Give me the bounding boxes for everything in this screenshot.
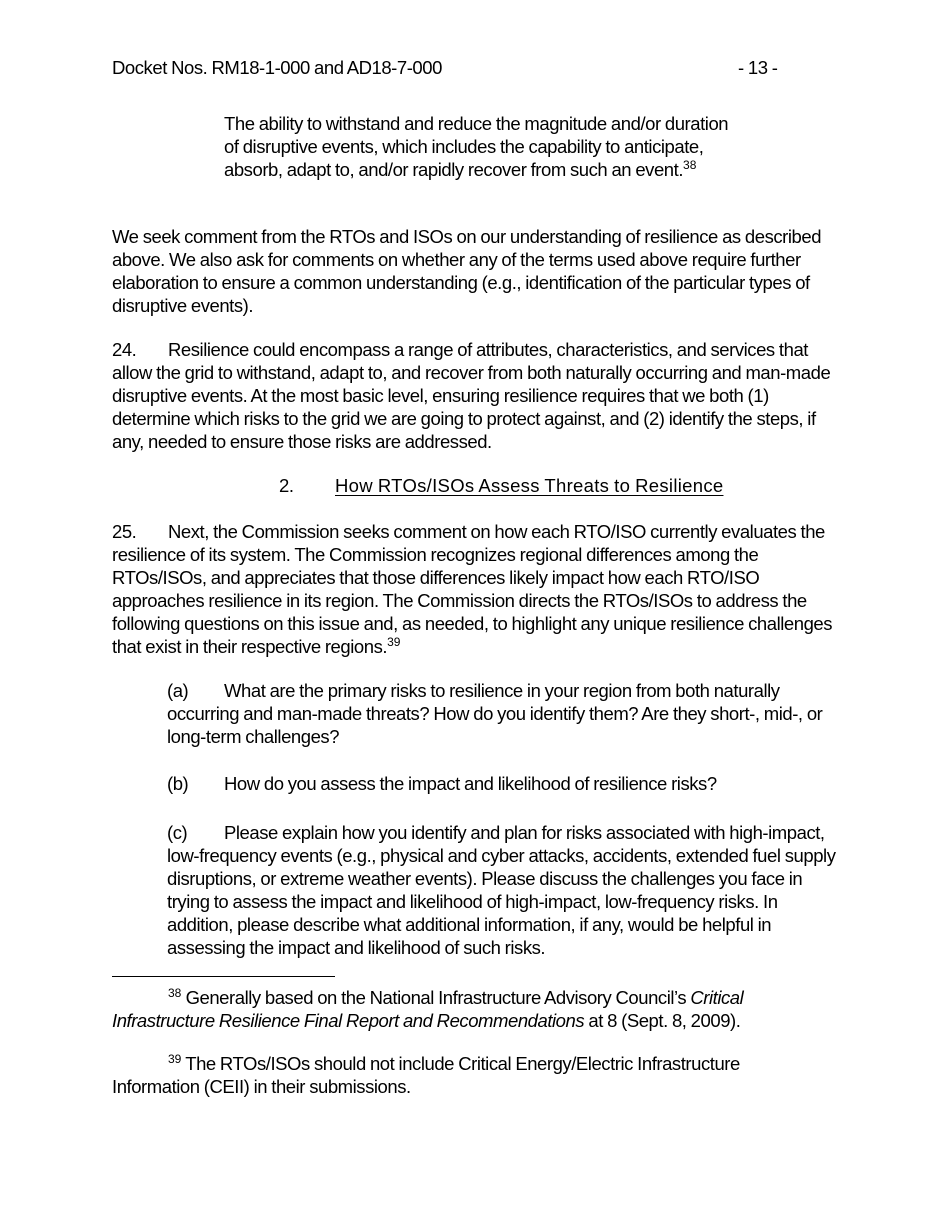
paragraph-25 xyxy=(112,520,842,658)
footnote-text-after: at 8 (Sept. 8, 2009). xyxy=(584,1010,741,1031)
question-a xyxy=(167,679,837,748)
block-quote xyxy=(224,112,734,181)
footnote-number: 38 xyxy=(168,986,182,1000)
footnote-text: The RTOs/ISOs should not include Critical Energy/Electric Infrastructure Information (CEII) in their submissions. xyxy=(112,1053,740,1097)
question-b xyxy=(167,772,837,795)
paragraph-text: Resilience could encompass a range of attributes, characteristics, and services that allow the grid to withstand, adapt to, and recover from both naturally occurring and man-made disruptive events. At the most basic level, ensuring resilience requires that we both (1) determine which risks to the grid we are going to protect against, and (2) identify the steps, if any, needed to ensure those risks are addressed. xyxy=(112,339,831,452)
paragraph-text: Next, the Commission seeks comment on how each RTO/ISO currently evaluates the resilience of its system. The Commission recognizes regional differences among the RTOs/ISOs, and appreciates that those differences likely impact how each RTO/ISO approaches resilience in its region. The Commission directs the RTOs/ISOs to address the following questions on this issue and, as needed, to highlight any unique resilience challenges that exist in their respective regions. xyxy=(112,521,833,657)
paragraph-after-quote: We seek comment from the RTOs and ISOs on our understanding of resilience as described above. We also ask for comments on whether any of the terms used above require further elaboration to ensure a common understanding (e.g., identification of the particular types of disruptive events). xyxy=(112,226,822,316)
footnote-39 xyxy=(112,1052,812,1098)
block-quote-text: The ability to withstand and reduce the magnitude and/or duration of disruptive events, which includes the capability to anticipate, absorb, adapt to, and/or rapidly recover from such an event. xyxy=(224,113,729,180)
page-number: - 13 - xyxy=(738,57,778,78)
footnote-text-before: Generally based on the National Infrastructure Advisory Council’s xyxy=(185,987,691,1008)
section-heading-number: 2. xyxy=(279,475,294,496)
footnote-number: 39 xyxy=(168,1052,182,1066)
question-label: (a) xyxy=(167,680,189,701)
footnote-divider xyxy=(112,976,335,977)
question-text: How do you assess the impact and likelihood of resilience risks? xyxy=(224,773,717,794)
footnote-38 xyxy=(112,986,812,1032)
paragraph-number: 24. xyxy=(112,339,137,360)
paragraph-number: 25. xyxy=(112,521,137,542)
footnote-ref-38[interactable]: 38 xyxy=(683,158,697,172)
docket-number: Docket Nos. RM18-1-000 and AD18-7-000 xyxy=(112,57,442,78)
paragraph-24 xyxy=(112,338,842,453)
section-heading-title: How RTOs/ISOs Assess Threats to Resilience xyxy=(335,475,724,496)
footnote-ref-39[interactable]: 39 xyxy=(387,635,401,649)
question-label: (c) xyxy=(167,822,188,843)
question-text: Please explain how you identify and plan for risks associated with high-impact, low-frequency events (e.g., physical and cyber attacks, accidents, extended fuel supply disruptions, or extreme weather events). Please discuss the challenges you face in trying to assess the impact and likelihood of high-impact, low-frequency risks. In addition, please describe what additional information, if any, would be helpful in assessing the impact and likelihood of such risks. xyxy=(167,822,836,958)
question-text: What are the primary risks to resilience in your region from both naturally occurring and man-made threats? How do you identify them? Are they short-, mid-, or long-term challenges? xyxy=(167,680,823,747)
question-c xyxy=(167,821,837,959)
question-label: (b) xyxy=(167,773,189,794)
footnote-italic-title: Critical Infrastructure Resilience Final Report and Recommendations xyxy=(112,987,744,1031)
